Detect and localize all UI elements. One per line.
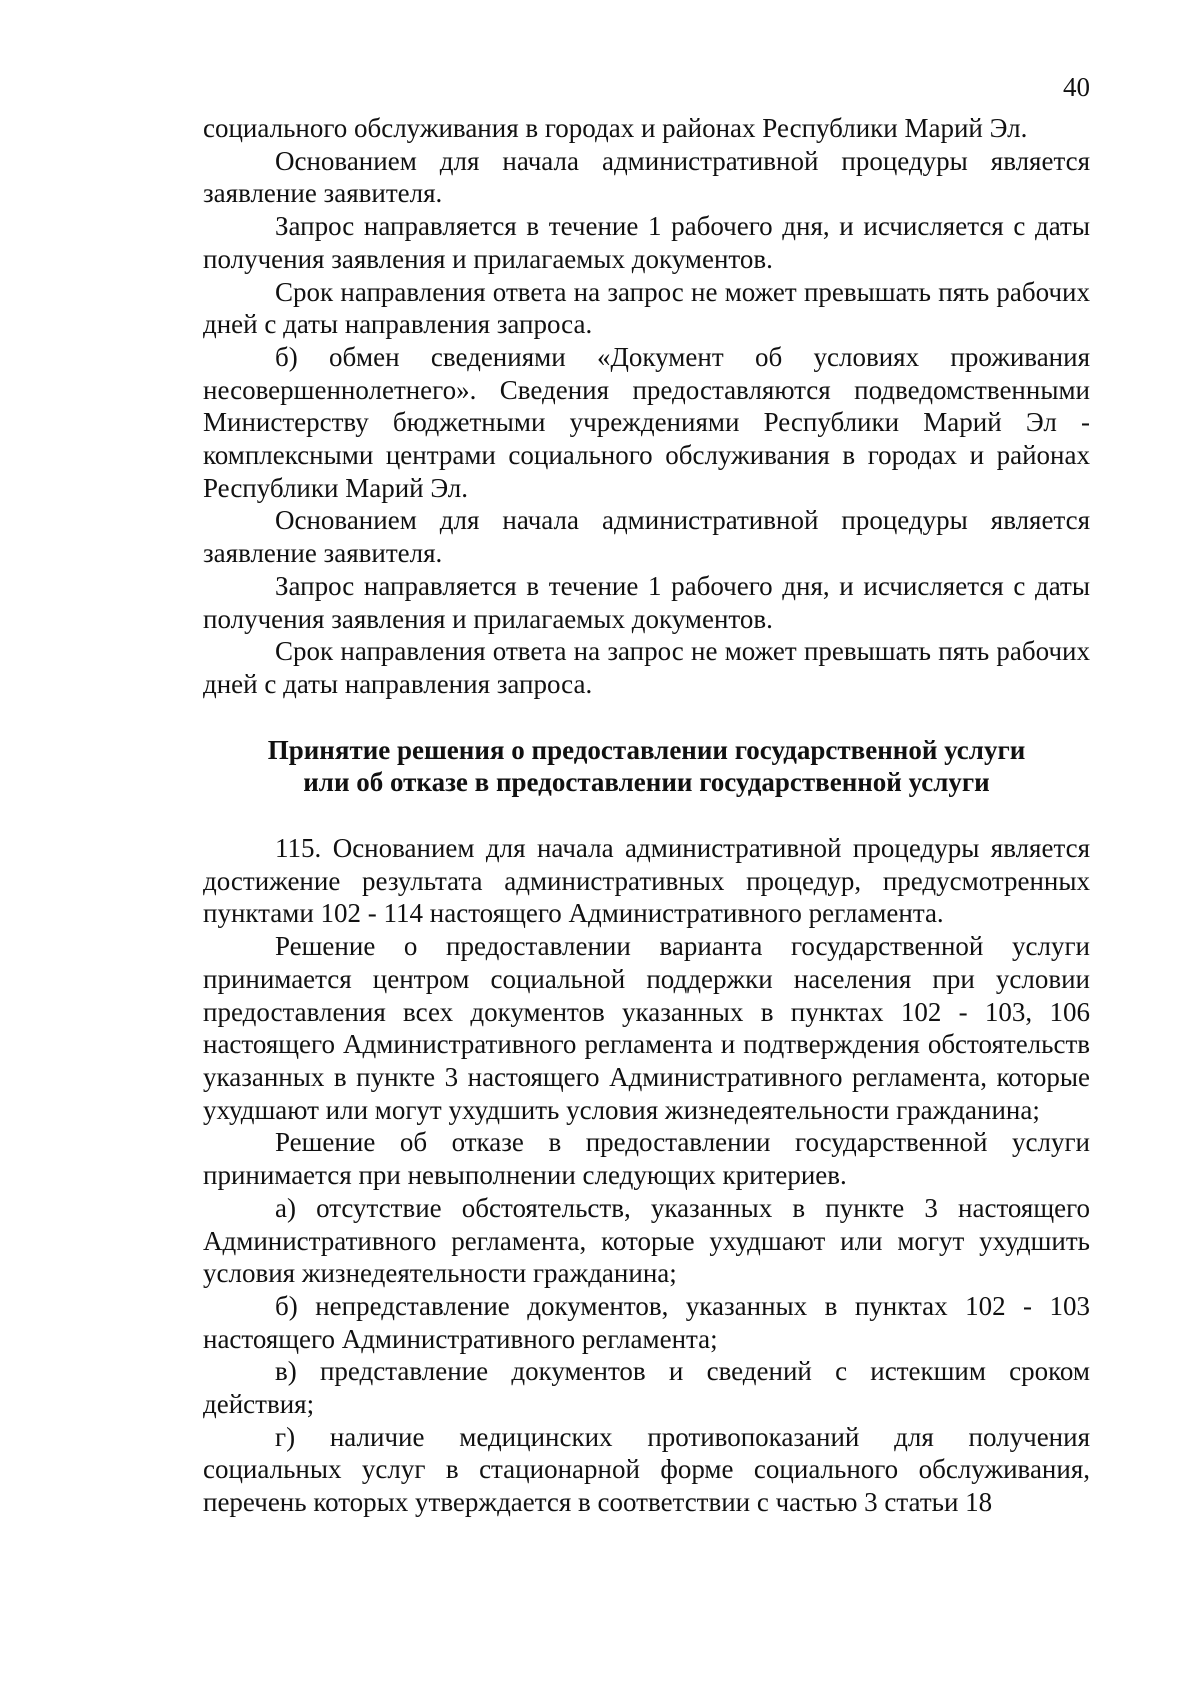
section-heading-line: Принятие решения о предоставлении государственной услуги bbox=[267, 734, 1026, 765]
paragraph: 115. Основанием для начала административной процедуры является достижение результата административных процедур, предусмотренных пунктами 102 - 114 настоящего Административного регламента. bbox=[203, 833, 1090, 929]
section-heading bbox=[203, 734, 1090, 799]
paragraph: Запрос направляется в течение 1 рабочего дня, и исчисляется с даты получения заявления и прилагаемых документов. bbox=[203, 211, 1090, 274]
paragraph: Основанием для начала административной процедуры является заявление заявителя. bbox=[203, 145, 1090, 209]
paragraph: Запрос направляется в течение 1 рабочего дня, и исчисляется с даты получения заявления и прилагаемых документов. bbox=[203, 570, 1090, 634]
paragraph-continuation: социального обслуживания в городах и районах Республики Марий Эл. bbox=[203, 113, 1028, 143]
document-body bbox=[203, 112, 1090, 1519]
paragraph: Основанием для начала административной процедуры является заявление заявителя. bbox=[203, 505, 1090, 569]
page-number: 40 bbox=[1063, 72, 1090, 102]
paragraph: Срок направления ответа на запрос не может превышать пять рабочих дней с даты направления запроса. bbox=[203, 636, 1090, 699]
paragraph: б) непредставление документов, указанных в пунктах 102 - 103 настоящего Административного регламента; bbox=[203, 1290, 1090, 1354]
paragraph: Срок направления ответа на запрос не может превышать пять рабочих дней с даты направления запроса. bbox=[203, 276, 1090, 340]
paragraph: б) обмен сведениями «Документ об условиях проживания несовершеннолетнего». Сведения предоставляются подведомственными Министерству бюджетными учреждениями Республики Марий Эл - комплексными центрами социального обслуживания в городах и районах Республики Марий Эл. bbox=[203, 341, 1090, 503]
paragraph: Решение о предоставлении варианта государственной услуги принимается центром социальной поддержки населения при условии предоставления всех документов указанных в пунктах 102 - 103, 106 настоящего Административного регламента и подтверждения обстоятельств указанных в пункте 3 настоящего Административного регламента, которые ухудшают или могут ухудшить условия жизнедеятельности гражданина; bbox=[203, 931, 1090, 1125]
paragraph: г) наличие медицинских противопоказаний для получения социальных услуг в стационарной форме социального обслуживания, перечень которых утверждается в соответствии с частью 3 статьи 18 bbox=[203, 1421, 1090, 1518]
section-heading-line: или об отказе в предоставлении государственной услуги bbox=[303, 767, 990, 798]
paragraph: а) отсутствие обстоятельств, указанных в пункте 3 настоящего Административного регламента, которые ухудшают или могут ухудшить условия жизнедеятельности гражданина; bbox=[203, 1192, 1090, 1289]
paragraph: в) представление документов и сведений с истекшим сроком действия; bbox=[203, 1356, 1090, 1420]
paragraph: Решение об отказе в предоставлении государственной услуги принимается при невыполнении следующих критериев. bbox=[203, 1127, 1090, 1191]
